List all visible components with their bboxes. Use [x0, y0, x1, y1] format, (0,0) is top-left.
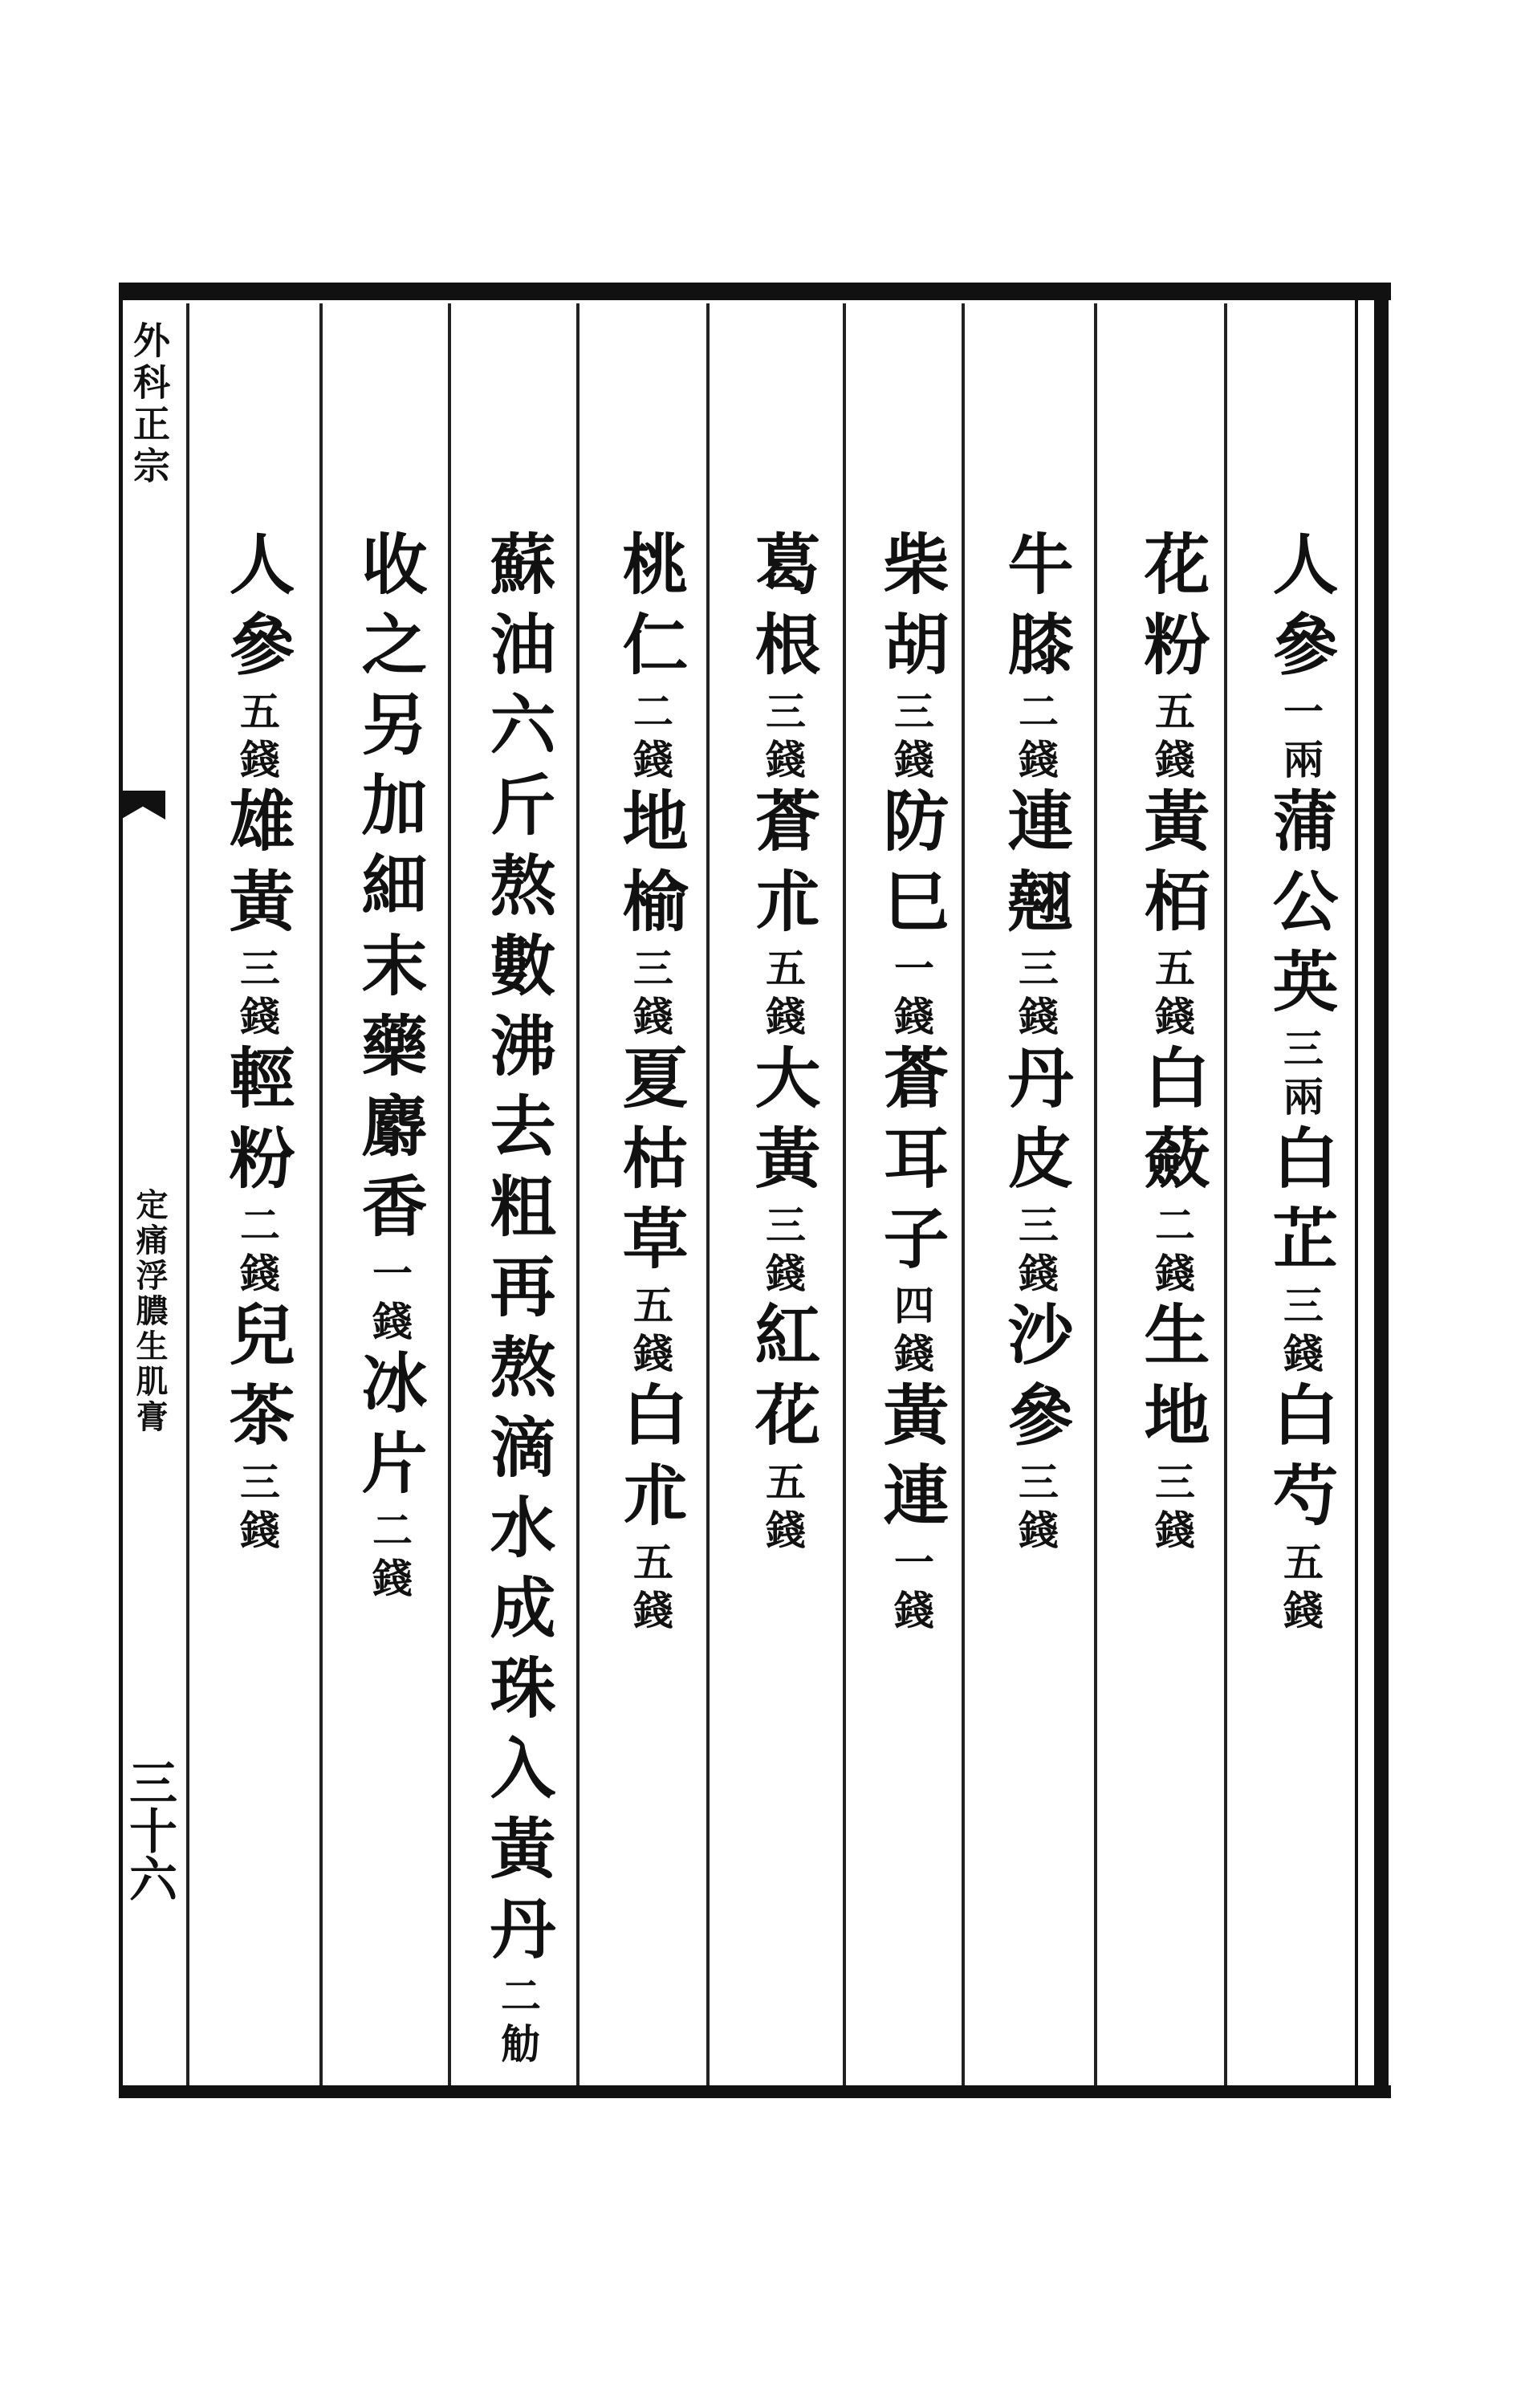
- dosage-text: 一錢: [888, 1541, 935, 1637]
- text-column: [329, 530, 449, 1605]
- ingredient-text: 花粉: [1133, 530, 1210, 690]
- dosage-text: 一錢: [888, 947, 935, 1043]
- ingredient-text: 桃仁: [612, 530, 689, 690]
- dosage-text: 五錢: [627, 1541, 674, 1637]
- ingredient-text: 蒼耳子: [872, 1043, 950, 1284]
- dosage-text: 三錢: [1277, 1284, 1324, 1381]
- ingredient-text: 生地: [1133, 1300, 1210, 1461]
- text-column: [1112, 530, 1232, 1557]
- ingredient-text: 紅花: [744, 1300, 821, 1461]
- ingredient-text: 蒲公英: [1262, 787, 1339, 1027]
- ingredient-text: 夏枯草: [612, 1043, 689, 1284]
- dosage-text: 二錢: [1012, 690, 1059, 787]
- ingredient-text: 人參: [218, 530, 295, 690]
- dosage-text: 二錢: [366, 1509, 413, 1605]
- ingredient-text: 連翹: [997, 787, 1074, 947]
- text-column: [1240, 530, 1360, 1637]
- ingredient-text: 柴胡: [872, 530, 950, 690]
- ingredient-text: 人參: [1262, 530, 1339, 690]
- dosage-text: 五錢: [234, 690, 281, 787]
- dosage-text: 五錢: [1277, 1541, 1324, 1637]
- text-column: [458, 530, 578, 2071]
- fishtail-mark: [120, 791, 165, 820]
- column-divider: [843, 303, 846, 2085]
- column-divider: [186, 303, 189, 2085]
- column-divider: [319, 303, 323, 2085]
- dosage-text: 三錢: [759, 690, 807, 787]
- ingredient-text: 丹皮: [997, 1043, 1074, 1204]
- ingredient-text: 地榆: [612, 787, 689, 947]
- dosage-text: 三錢: [759, 1204, 807, 1300]
- ingredient-text: 熬數沸去粗再熬滴水成珠入黃丹: [479, 851, 556, 1975]
- dosage-text: 三兩: [1277, 1027, 1324, 1124]
- ingredient-text: 牛膝: [997, 530, 1074, 690]
- dosage-text: 五錢: [627, 1284, 674, 1381]
- ingredient-text: 收之另加細末藥: [351, 530, 428, 1092]
- ingredient-text: 葛根: [744, 530, 821, 690]
- dosage-text: 二觔: [494, 1975, 542, 2071]
- ingredient-text: 黃栢: [1133, 787, 1210, 947]
- dosage-text: 三錢: [888, 690, 935, 787]
- dosage-text: 五錢: [759, 1461, 807, 1557]
- ingredient-text: 白芍: [1262, 1381, 1339, 1541]
- ingredient-text: 冰片: [351, 1348, 428, 1509]
- frame-top-border: [119, 283, 1391, 300]
- dosage-text: 三錢: [1012, 947, 1059, 1043]
- ingredient-text: 大黃: [744, 1043, 821, 1204]
- ingredient-text: 麝香: [351, 1092, 428, 1252]
- dosage-text: 三錢: [1012, 1461, 1059, 1557]
- dosage-text: 五錢: [759, 947, 807, 1043]
- dosage-text: 一兩: [1277, 690, 1324, 787]
- margin-subtitle: 定痛浮膿生肌膏: [131, 1188, 169, 1435]
- ingredient-text: 輕粉: [218, 1043, 295, 1204]
- dosage-text: 四錢: [888, 1284, 935, 1381]
- ingredient-text: 蘇油: [479, 530, 556, 690]
- dosage-text: 三錢: [1149, 1461, 1196, 1557]
- ingredient-text: 蒼朮: [744, 787, 821, 947]
- ingredient-text: 兒茶: [218, 1300, 295, 1461]
- text-column: [722, 530, 843, 1557]
- margin-page-number: 三十六: [121, 1758, 177, 1902]
- text-column: [197, 530, 317, 1557]
- ingredient-text: 白朮: [612, 1381, 689, 1541]
- text-column: [975, 530, 1096, 1557]
- text-column: [590, 530, 710, 1637]
- ingredient-text: 雄黃: [218, 787, 295, 947]
- dosage-text: 五錢: [1149, 947, 1196, 1043]
- frame-bottom-border: [119, 2085, 1391, 2098]
- dosage-text: 三錢: [234, 1461, 281, 1557]
- ingredient-text: 黃連: [872, 1381, 950, 1541]
- ingredient-text: 沙參: [997, 1300, 1074, 1461]
- dosage-text: 二錢: [627, 690, 674, 787]
- margin-title: 外科正宗: [128, 321, 171, 488]
- ingredient-text: 白蘞: [1133, 1043, 1210, 1204]
- dosage-text: 三錢: [627, 947, 674, 1043]
- frame-right-border: [1374, 283, 1389, 2098]
- ingredient-text: 白芷: [1262, 1124, 1339, 1284]
- dosage-text: 三錢: [234, 947, 281, 1043]
- dosage-text: 二錢: [234, 1204, 281, 1300]
- dosage-text: 五錢: [1149, 690, 1196, 787]
- ingredient-text: 六斤: [479, 690, 556, 851]
- text-column: [851, 530, 971, 1637]
- dosage-text: 三錢: [1012, 1204, 1059, 1300]
- dosage-text: 一錢: [366, 1252, 413, 1348]
- dosage-text: 二錢: [1149, 1204, 1196, 1300]
- ingredient-text: 防巳: [872, 787, 950, 947]
